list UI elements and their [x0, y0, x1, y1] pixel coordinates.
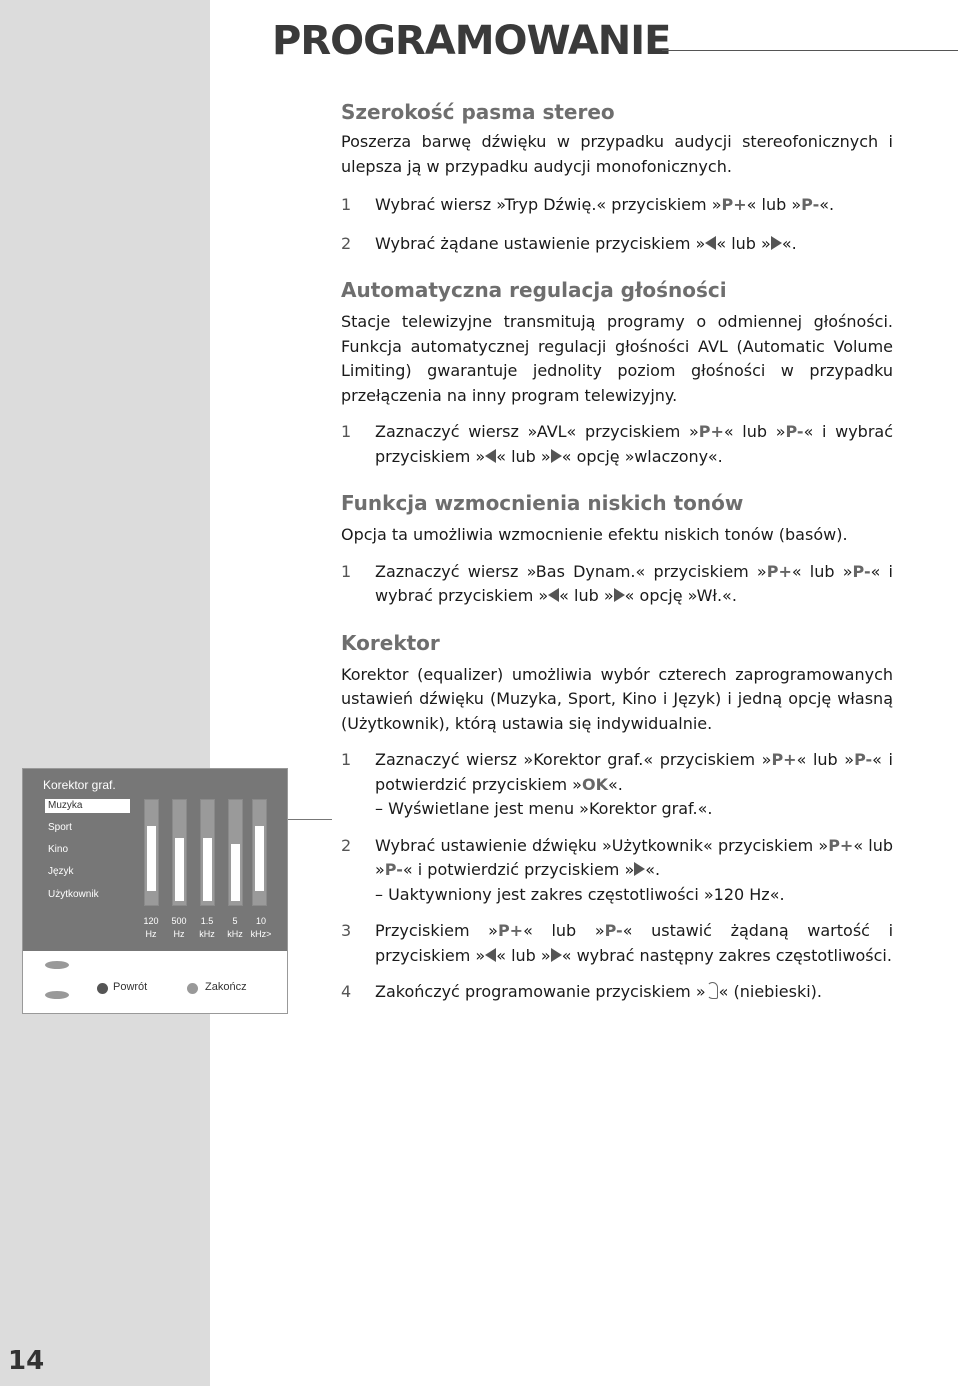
- step-number: 1: [341, 195, 352, 214]
- step-text: « i potwierdzić przyciskiem »: [402, 860, 635, 879]
- equalizer-step-1: [341, 748, 893, 822]
- section-heading-equalizer: Korektor: [341, 630, 440, 655]
- arrow-left-icon: [705, 236, 716, 250]
- nav-up-icon: [45, 961, 69, 969]
- step-text: « (niebieski).: [718, 982, 822, 1001]
- step-text: « lub »: [746, 195, 802, 214]
- stereo-step-1: [341, 193, 893, 218]
- step-number: 4: [341, 982, 352, 1001]
- p-minus-key: P-: [384, 860, 403, 879]
- band-slider-5khz[interactable]: [228, 799, 243, 906]
- band-level: [231, 844, 240, 901]
- arrow-left-icon: [548, 588, 559, 602]
- step-text: « lub »: [496, 446, 551, 466]
- page-title: PROGRAMOWANIE: [272, 18, 671, 64]
- bass-intro: Opcja ta umożliwia wzmocnienie efektu niskich tonów (basów).: [341, 525, 848, 544]
- step-text: « lub »: [496, 945, 551, 965]
- arrow-right-icon: [551, 449, 562, 463]
- step-text: «.: [781, 233, 797, 253]
- step-number: 1: [341, 422, 352, 441]
- step-text: « wybrać następny zakres częstotliwości.: [561, 945, 892, 965]
- band-label-1-5khz: 1.5 kHz: [199, 916, 215, 939]
- step-text: « lub »: [723, 422, 786, 441]
- p-plus-key: P+: [698, 422, 724, 441]
- band-label-5khz: 5 kHz: [227, 916, 243, 939]
- step-text: Zaznaczyć wiersz »Korektor graf.« przyciskiem »: [375, 750, 772, 769]
- step-text: « lub »: [716, 233, 771, 253]
- menu-item-sport[interactable]: Sport: [48, 822, 72, 833]
- step-result: – Wyświetlane jest menu »Korektor graf.«.: [375, 799, 713, 818]
- band-slider-120hz[interactable]: [144, 799, 159, 906]
- equalizer-intro: Korektor (equalizer) umożliwia wybór czterech zaprogramowanych ustawień dźwięku (Muzyka, Sport, Kino i Język) i jedną opcję własną (Użytkownik), którą ustawia się indywidualnie.: [341, 664, 893, 733]
- arrow-right-icon: [614, 588, 625, 602]
- band-level: [203, 838, 212, 901]
- title-rule: [662, 50, 958, 51]
- step-text: « i wybrać przyciskiem »: [375, 561, 894, 605]
- ok-key: OK: [581, 774, 608, 794]
- step-result: – Uaktywniony jest zakres częstotliwości »120 Hz«.: [375, 884, 785, 904]
- menu-item-uzytkownik[interactable]: Użytkownik: [48, 889, 99, 900]
- step-text: Wybrać wiersz »Tryp Dźwię.« przyciskiem »: [375, 195, 722, 214]
- step-text: Zaznaczyć wiersz »AVL« przyciskiem »: [375, 422, 699, 441]
- p-minus-key: P-: [852, 561, 871, 581]
- step-text: Wybrać ustawienie dźwięku »Użytkownik« przyciskiem »: [375, 835, 829, 855]
- exit-button-icon: [187, 983, 198, 994]
- step-text: Przyciskiem »: [375, 921, 498, 940]
- step-text: « opcję »wlaczony«.: [561, 446, 723, 466]
- p-plus-key: P+: [497, 921, 524, 940]
- step-number: 3: [341, 921, 352, 940]
- bass-step-1: [341, 560, 893, 609]
- step-number: 2: [341, 835, 352, 855]
- equalizer-step-3: [341, 919, 893, 968]
- p-plus-key: P+: [766, 561, 792, 581]
- step-text: «.: [607, 774, 623, 794]
- stereo-intro: Poszerza barwę dźwięku w przypadku audycji stereofonicznych i ulepsza ją w przypadku audycji monofonicznych.: [341, 132, 893, 176]
- step-number: 2: [341, 233, 352, 253]
- section-heading-avl: Automatyczna regulacja głośności: [341, 278, 727, 302]
- step-number: 1: [341, 750, 352, 769]
- step-text: Zaznaczyć wiersz »Bas Dynam.« przyciskiem »: [375, 561, 767, 581]
- band-label-500hz: 500 Hz: [171, 916, 187, 939]
- p-plus-key: P+: [721, 195, 747, 214]
- page-margin-sidebar: [0, 0, 210, 1386]
- back-button[interactable]: Powrót: [113, 981, 148, 993]
- menu-item-kino[interactable]: Kino: [48, 844, 69, 855]
- arrow-left-icon: [485, 449, 496, 463]
- band-slider-500hz[interactable]: [172, 799, 187, 906]
- step-text: « lub »: [559, 586, 614, 605]
- equalizer-step-4: [341, 980, 893, 1005]
- band-slider-10khz[interactable]: [252, 799, 267, 906]
- exit-button[interactable]: Zakończ: [205, 981, 247, 993]
- step-text: « lub »: [375, 835, 893, 879]
- step-text: « lub »: [796, 750, 855, 769]
- nav-down-icon: [45, 991, 69, 999]
- arrow-right-icon: [634, 862, 645, 876]
- arrow-right-icon: [771, 236, 782, 250]
- p-plus-key: P+: [771, 750, 797, 769]
- step-text: « ustawić żądaną wartość i przyciskiem »: [375, 921, 894, 965]
- back-button-icon: [97, 983, 108, 994]
- p-minus-key: P-: [801, 195, 820, 214]
- menu-item-muzyka[interactable]: Muzyka: [45, 799, 130, 813]
- arrow-right-icon: [551, 948, 562, 962]
- band-label-120hz: 120 Hz: [143, 916, 159, 939]
- arrow-left-icon: [485, 948, 496, 962]
- step-text: « opcję »Wł.«.: [624, 586, 737, 605]
- step-text: « i potwierdzić przyciskiem »: [375, 750, 893, 794]
- step-text: «.: [819, 195, 835, 214]
- menu-item-jezyk[interactable]: Język: [48, 866, 74, 877]
- band-slider-1-5khz[interactable]: [200, 799, 215, 906]
- step-text: « i wybrać przyciskiem »: [375, 422, 893, 466]
- step-text: Zakończyć programowanie przyciskiem »: [375, 982, 706, 1001]
- avl-step-1: [341, 420, 893, 469]
- step-text: « lub »: [523, 921, 605, 940]
- page-number: 14: [8, 1346, 45, 1376]
- band-label-10khz: 10 kHz>: [250, 916, 272, 939]
- p-minus-key: P-: [854, 750, 873, 769]
- menu-title: Korektor graf.: [43, 778, 116, 792]
- equalizer-step-2: [341, 834, 893, 908]
- section-heading-bass: Funkcja wzmocnienia niskich tonów: [341, 491, 744, 515]
- p-minus-key: P-: [604, 921, 623, 940]
- blue-button-icon: [707, 982, 718, 999]
- avl-intro: Stacje telewizyjne transmitują programy o odmiennej głośności. Funkcja automatycznej regulacji głośności AVL (Automatic Volume Limiting) gwarantuje jednolity poziom głośności w przypadku przełączenia na inny program telewizyjny.: [341, 312, 893, 405]
- step-text: Wybrać żądane ustawienie przyciskiem »: [375, 233, 706, 253]
- step-text: «.: [645, 860, 661, 879]
- band-level: [147, 826, 156, 891]
- p-minus-key: P-: [785, 422, 804, 441]
- section-heading-stereo: Szerokość pasma stereo: [341, 100, 615, 124]
- menu-footer: [23, 951, 287, 1013]
- menu-connector-line: [286, 819, 332, 820]
- band-level: [175, 838, 184, 901]
- equalizer-menu: [22, 768, 288, 1014]
- band-level: [255, 826, 264, 891]
- step-number: 1: [341, 561, 352, 581]
- main-content: [341, 100, 893, 1005]
- p-plus-key: P+: [828, 835, 854, 855]
- step-text: « lub »: [791, 561, 853, 581]
- stereo-step-2: [341, 232, 893, 257]
